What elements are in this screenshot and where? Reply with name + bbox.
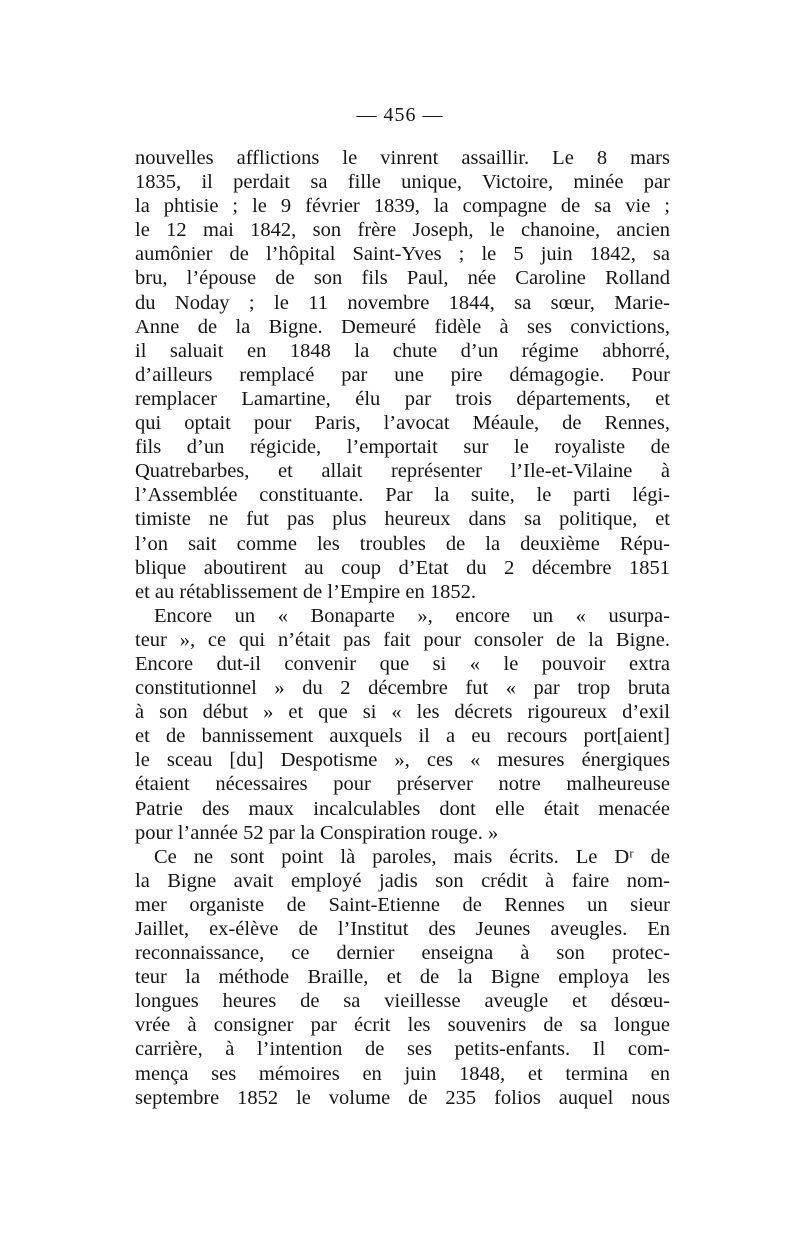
text-line: l’Assemblée constituante. Par la suite, le parti légi- (135, 484, 670, 507)
text-line: remplacer Lamartine, élu par trois départements, et (135, 387, 670, 410)
text-line: carrière, à l’intention de ses petits-enfants. Il com- (135, 1038, 670, 1061)
text-line: fils d’un régicide, l’emportait sur le royaliste de (135, 436, 670, 459)
text-line: d’ailleurs remplacé par une pire démagogie. Pour (135, 363, 670, 386)
text-line: septembre 1852 le volume de 235 folios auquel nous (135, 1086, 670, 1109)
text-line: teur la méthode Braille, et de la Bigne employa les (135, 966, 670, 989)
text-line: Jaillet, ex-élève de l’Institut des Jeunes aveugles. En (135, 918, 670, 940)
text-line: l’on sait comme les troubles de la deuxième Répu- (135, 532, 670, 555)
text-line: teur », ce qui n’était pas fait pour consoler de la Bigne. (135, 628, 670, 651)
text-line: timiste ne fut pas plus heureux dans sa politique, et (135, 508, 670, 531)
text-line: qui optait pour Paris, l’avocat Méaule, de Rennes, (135, 412, 670, 435)
text-line: Encore un « Bonaparte », encore un « usurpa- (154, 604, 670, 627)
text-line: blique aboutirent au coup d’Etat du 2 décembre 1851 (135, 556, 670, 579)
text-line: vrée à consigner par écrit les souvenirs de sa longue (135, 1014, 670, 1037)
text-line: Quatrebarbes, et allait représenter l’Ile-et-Vilaine à (135, 460, 670, 483)
text-line: le sceau [du] Despotisme », ces « mesures énergiques (135, 749, 670, 772)
page-number: — 456 — (356, 104, 444, 126)
text-line: aumônier de l’hôpital Saint-Yves ; le 5 juin 1842, sa (135, 243, 670, 266)
text-line: reconnaissance, ce dernier enseigna à son protec- (135, 942, 670, 965)
text-line: étaient nécessaires pour préserver notre malheureuse (135, 773, 670, 796)
text-line: du Noday ; le 11 novembre 1844, sa sœur, Marie- (135, 291, 670, 314)
text-line: 1835, il perdait sa fille unique, Victoire, minée par (135, 171, 670, 194)
text-line: mença ses mémoires en juin 1848, et termina en (135, 1062, 670, 1085)
text-line: mer organiste de Saint-Etienne de Rennes un sieur (135, 893, 670, 916)
text-line: Anne de la Bigne. Demeuré fidèle à ses convictions, (135, 315, 670, 338)
body-text (135, 146, 670, 1110)
text-line: le 12 mai 1842, son frère Joseph, le chanoine, ancien (135, 219, 670, 242)
text-line: la phtisie ; le 9 février 1839, la compagne de sa vie ; (135, 195, 670, 218)
text-line: et au rétablissement de l’Empire en 1852. (135, 580, 476, 603)
text-line: bru, l’épouse de son fils Paul, née Caroline Rolland (135, 267, 670, 290)
text-line: Encore dut-il convenir que si « le pouvoir extra (135, 652, 670, 675)
text-line: il saluait en 1848 la chute d’un régime abhorré, (135, 339, 670, 362)
text-line: la Bigne avait employé jadis son crédit à faire nom- (135, 869, 670, 892)
text-line: Patrie des maux incalculables dont elle était menacée (135, 797, 670, 820)
text-line: et de bannissement auxquels il a eu recours port[aient] (135, 725, 670, 748)
text-line: nouvelles afflictions le vinrent assaillir. Le 8 mars (135, 147, 670, 169)
text-line: pour l’année 52 par la Conspiration rouge. » (135, 821, 499, 844)
text-line: longues heures de sa vieillesse aveugle et désœu- (135, 990, 670, 1013)
text-line: à son début » et que si « les décrets rigoureux d’exil (135, 701, 670, 724)
text-line: Ce ne sont point là paroles, mais écrits. Le Dʳ de (154, 845, 670, 868)
text-line: constitutionnel » du 2 décembre fut « par trop bruta (135, 677, 670, 700)
